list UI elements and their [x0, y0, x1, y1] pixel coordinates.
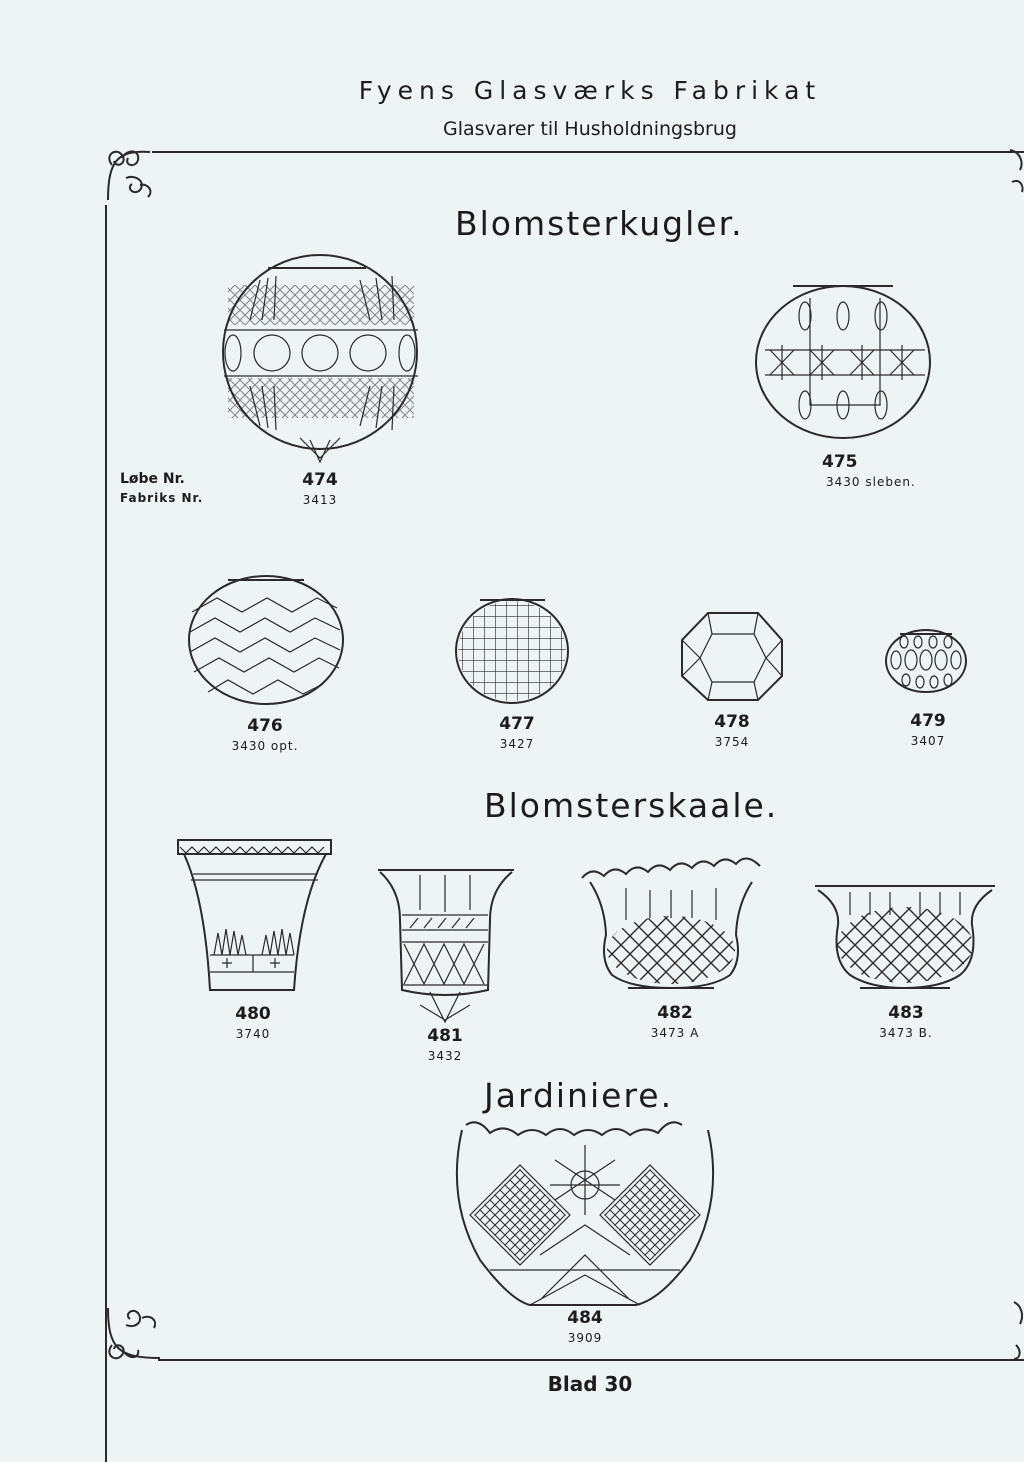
corner-ornament-right: [1010, 150, 1023, 1359]
legend-lobe-nr: Løbe Nr.: [120, 471, 185, 487]
glass-483-drawing: [815, 886, 995, 988]
item-factory-number: 3413: [302, 493, 338, 507]
corner-ornament-top-left: [108, 151, 150, 200]
page-header-subtitle: Glasvarer til Husholdningsbrug: [443, 118, 737, 140]
glass-476-drawing: [189, 576, 343, 704]
item-factory-number: 3432: [427, 1049, 463, 1063]
item-481: [385, 1026, 505, 1065]
glass-475-drawing: [756, 286, 930, 438]
item-factory-number: 3909: [567, 1331, 603, 1345]
item-number: 481: [427, 1026, 463, 1046]
item-factory-number: 3754: [714, 735, 750, 749]
item-factory-number: 3473 A: [650, 1026, 700, 1040]
section-title-blomsterkugler: Blomsterkugler.: [455, 204, 744, 243]
page-header-title: Fyens Glasværks Fabrikat: [358, 76, 822, 105]
item-number: 479: [910, 711, 946, 731]
page-number: Blad 30: [547, 1372, 633, 1396]
item-factory-number: 3430 opt.: [231, 739, 299, 753]
item-factory-number: 3740: [235, 1027, 271, 1041]
item-factory-number: 3473 B.: [879, 1026, 933, 1040]
corner-ornament-bottom-left: [108, 1308, 160, 1358]
item-number: 475: [822, 452, 858, 472]
item-factory-number: 3407: [910, 734, 946, 748]
item-477: [457, 714, 577, 753]
item-479: [868, 711, 988, 750]
item-number: 483: [888, 1003, 924, 1023]
legend-fabriks-nr: Fabriks Nr.: [120, 491, 204, 505]
item-483: [846, 1003, 966, 1042]
item-number: 484: [567, 1308, 603, 1328]
legend: [120, 470, 203, 508]
section-title-blomsterskaale: Blomsterskaale.: [484, 786, 779, 825]
item-474: [260, 470, 380, 509]
glass-480-drawing: [178, 840, 331, 990]
glass-484-drawing: [457, 1122, 713, 1305]
glass-477-drawing: [456, 599, 568, 703]
item-number: 477: [499, 714, 535, 734]
glass-482-drawing: [582, 858, 760, 988]
item-number: 474: [302, 470, 338, 490]
glass-474-drawing: [223, 255, 418, 462]
item-476: [205, 716, 325, 755]
glass-479-drawing: [886, 630, 966, 692]
section-title-jardiniere: Jardiniere.: [484, 1076, 674, 1115]
item-number: 482: [657, 1003, 693, 1023]
item-478: [672, 712, 792, 751]
item-factory-number: 3427: [499, 737, 535, 751]
item-475: [782, 452, 952, 491]
item-number: 476: [247, 716, 283, 736]
item-number: 478: [714, 712, 750, 732]
item-number: 480: [235, 1004, 271, 1024]
item-factory-number: 3430 sleben.: [826, 475, 916, 489]
item-480: [193, 1004, 313, 1043]
glass-478-drawing: [682, 613, 782, 700]
item-484: [525, 1308, 645, 1347]
item-482: [615, 1003, 735, 1042]
glass-481-drawing: [378, 870, 514, 1022]
